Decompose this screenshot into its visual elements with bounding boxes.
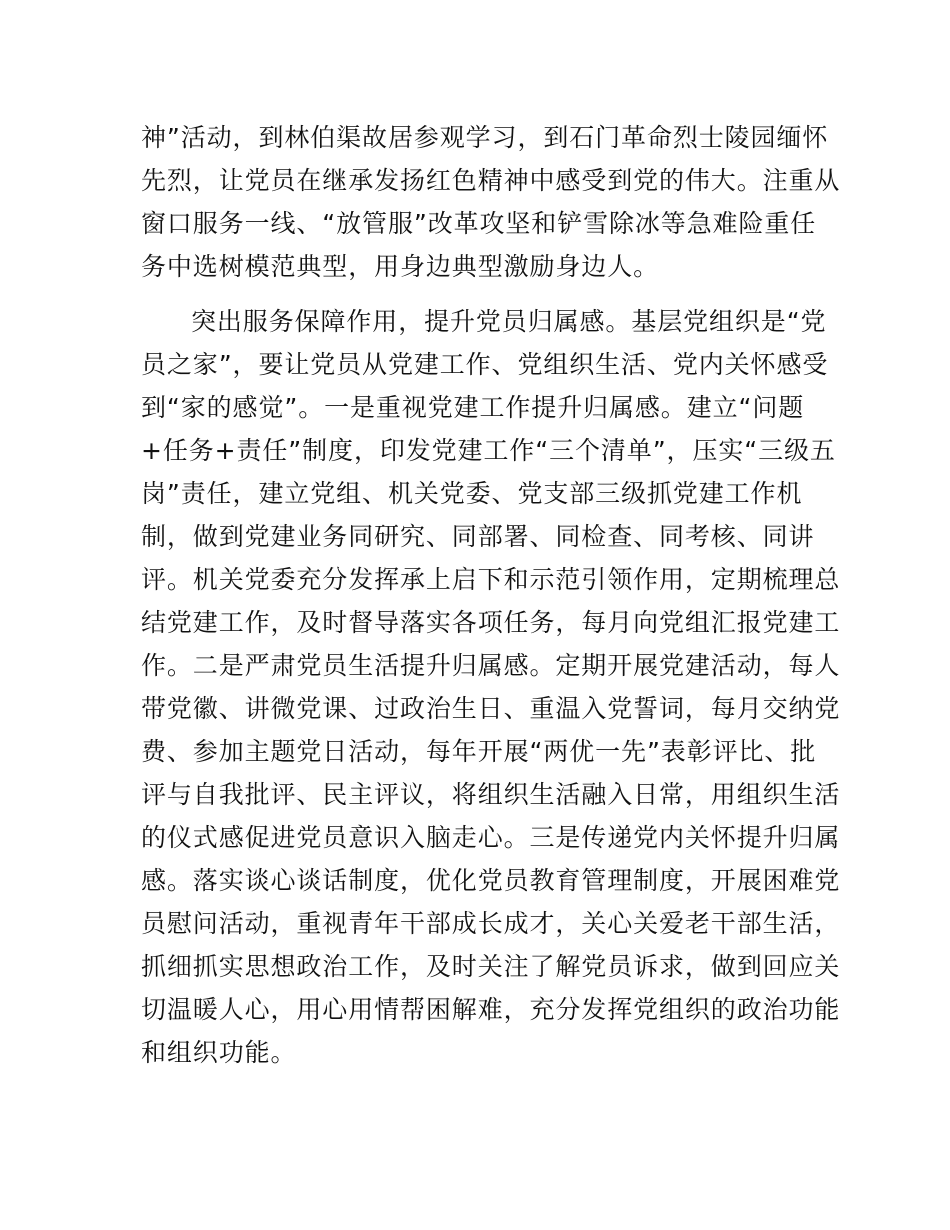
text-line: 窗口服务一线、“放管服”改革攻坚和铲雪除冰等急难险重任 [141,209,817,238]
text-line: 的仪式感促进党员意识入脑走心。三是传递党内关怀提升归属 [141,823,841,852]
text-line: 员慰问活动，重视青年干部成长成才，关心关爱老干部生活， [141,909,841,938]
paragraph-2 [141,300,841,1074]
text-line-indented: 突出服务保障作用，提升党员归属感。基层党组织是“党 [191,307,827,336]
text-line: 神”活动，到林伯渠故居参观学习，到石门革命烈士陵园缅怀 [141,123,829,152]
text-line: 结党建工作，及时督导落实各项任务，每月向党组汇报党建工 [141,608,841,637]
text-line: 感。落实谈心谈话制度，优化党员教育管理制度，开展困难党 [141,866,841,895]
text-line: 到“家的感觉”。一是重视党建工作提升归属感。建立“问题 [141,393,805,422]
text-line: 评。机关党委充分发挥承上启下和示范引领作用，定期梳理总 [141,565,841,594]
text-line: 制，做到党建业务同研究、同部署、同检查、同考核、同讲 [141,522,815,551]
text-line: 岗”责任，建立党组、机关党委、党支部三级抓党建工作机 [141,479,803,508]
paragraph-1 [141,116,841,288]
document-body [141,116,841,1074]
text-line: 作。二是严肃党员生活提升归属感。定期开展党建活动，每人 [141,651,841,680]
text-line: 费、参加主题党日活动，每年开展“两优一先”表彰评比、批 [141,737,817,766]
text-line: 带党徽、讲微党课、过政治生日、重温入党誓词，每月交纳党 [141,694,841,723]
text-line: 务中选树模范典型，用身边典型激励身边人。 [141,252,660,281]
text-line: 切温暖人心，用心用情帮困解难，充分发挥党组织的政治功能 [141,995,841,1024]
text-line: +任务+责任”制度，印发党建工作“三个清单”，压实“三级五 [141,436,836,465]
text-line: 员之家”，要让党员从党建工作、党组织生活、党内关怀感受 [141,350,829,379]
paragraph-gap [141,288,813,300]
text-line: 评与自我批评、民主评议，将组织生活融入日常，用组织生活 [141,780,841,809]
text-line: 先烈，让党员在继承发扬红色精神中感受到党的伟大。注重从 [141,166,841,195]
text-line: 和组织功能。 [141,1038,297,1067]
text-line: 抓细抓实思想政治工作，及时关注了解党员诉求，做到回应关 [141,952,841,981]
